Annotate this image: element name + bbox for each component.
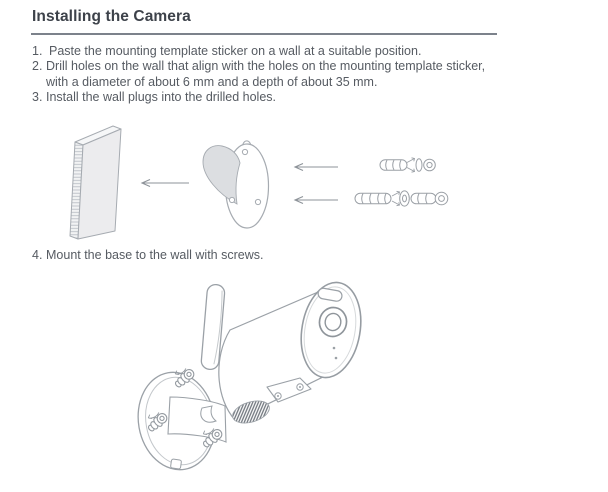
step-1-number: 1. <box>32 44 43 58</box>
step-3-number: 3. <box>32 90 43 105</box>
screw-with-wall-plug-icon <box>355 191 448 206</box>
indicator-dot <box>335 357 338 360</box>
mounting-illustration <box>50 118 530 253</box>
wall-icon <box>70 126 121 239</box>
title-divider <box>31 33 497 35</box>
step-4 <box>32 248 494 263</box>
indicator-dot <box>333 347 336 350</box>
step-3 <box>32 90 494 105</box>
arrow-left-icon <box>295 164 338 171</box>
arrow-left-icon <box>142 180 189 187</box>
wall-plug-icon <box>380 158 435 172</box>
arrow-left-icon <box>295 197 338 204</box>
step-4-number: 4. <box>32 248 43 262</box>
step-1-text: Paste the mounting template sticker on a wall at a suitable position. <box>49 44 422 58</box>
step-2-number: 2. <box>32 59 43 74</box>
page-title: Installing the Camera <box>32 8 191 25</box>
step-4-text: Mount the base to the wall with screws. <box>46 248 264 262</box>
step-3-text: Install the wall plugs into the drilled holes. <box>46 90 276 105</box>
step-2 <box>32 59 494 90</box>
install-steps-list <box>32 44 494 106</box>
step-1 <box>32 44 494 59</box>
mounting-template-sticker-icon <box>203 141 269 228</box>
step-2-text: Drill holes on the wall that align with the holes on the mounting template sticker, with a diameter of about 6 mm and a depth of about 35 mm. <box>46 59 486 89</box>
camera-illustration <box>128 266 440 492</box>
